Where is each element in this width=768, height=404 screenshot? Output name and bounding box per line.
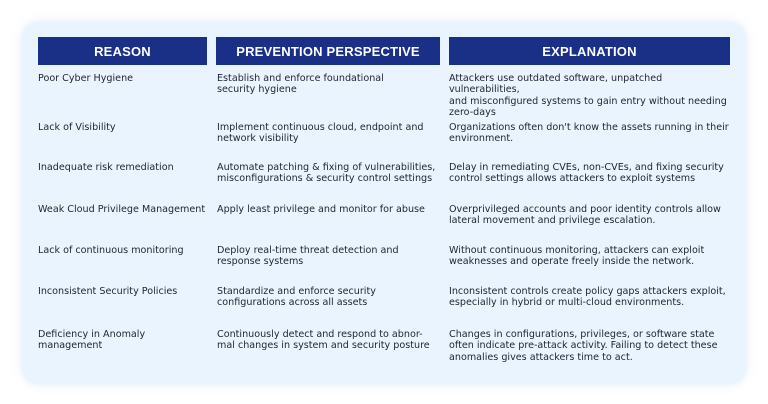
prevention-cell: Continuously detect and respond to abnor- mal changes in system and security posture xyxy=(217,329,430,352)
prevention-cell: Automate patching & fixing of vulnerabilities, misconfigurations & security control settings xyxy=(217,162,436,185)
reason-cell: Lack of Visibility xyxy=(38,122,116,133)
prevention-cell: Implement continuous cloud, endpoint and network visibility xyxy=(217,122,424,145)
reason-cell: Poor Cyber Hygiene xyxy=(38,73,134,84)
reason-cell: Inadequate risk remediation xyxy=(38,162,174,173)
explanation-cell: Delay in remediating CVEs, non-CVEs, and fixing security control settings allows attackers to exploit systems xyxy=(449,162,724,185)
prevention-cell: Deploy real-time threat detection and response systems xyxy=(217,245,399,268)
explanation-cell: Inconsistent controls create policy gaps attackers exploit, especially in hybrid or multi-cloud environments. xyxy=(449,286,726,309)
explanation-cell: Changes in configurations, privileges, or software state often indicate pre-attack activity. Failing to detect these anomalies gives attackers time to act. xyxy=(449,329,718,363)
column-header-prevention-perspective: PREVENTION PERSPECTIVE xyxy=(216,37,440,65)
reason-cell: Inconsistent Security Policies xyxy=(38,286,178,297)
explanation-cell: Without continuous monitoring, attackers can exploit weaknesses and operate freely inside the network. xyxy=(449,245,705,268)
column-header-reason: REASON xyxy=(38,37,207,65)
reason-cell: Deficiency in Anomaly management xyxy=(38,329,146,352)
explanation-cell: Overprivileged accounts and poor identity controls allow lateral movement and privilege escalation. xyxy=(449,204,721,227)
reason-cell: Weak Cloud Privilege Management xyxy=(38,204,206,215)
prevention-cell: Establish and enforce foundational security hygiene xyxy=(217,73,384,96)
prevention-cell: Standardize and enforce security configurations across all assets xyxy=(217,286,376,309)
explanation-cell: Attackers use outdated software, unpatched vulnerabilities, and misconfigured systems to gain entry without needing zero-days xyxy=(449,73,727,118)
explanation-cell: Organizations often don't know the assets running in their environment. xyxy=(449,122,729,145)
reason-cell: Lack of continuous monitoring xyxy=(38,245,184,256)
column-header-explanation: EXPLANATION xyxy=(449,37,730,65)
prevention-cell: Apply least privilege and monitor for abuse xyxy=(217,204,425,215)
